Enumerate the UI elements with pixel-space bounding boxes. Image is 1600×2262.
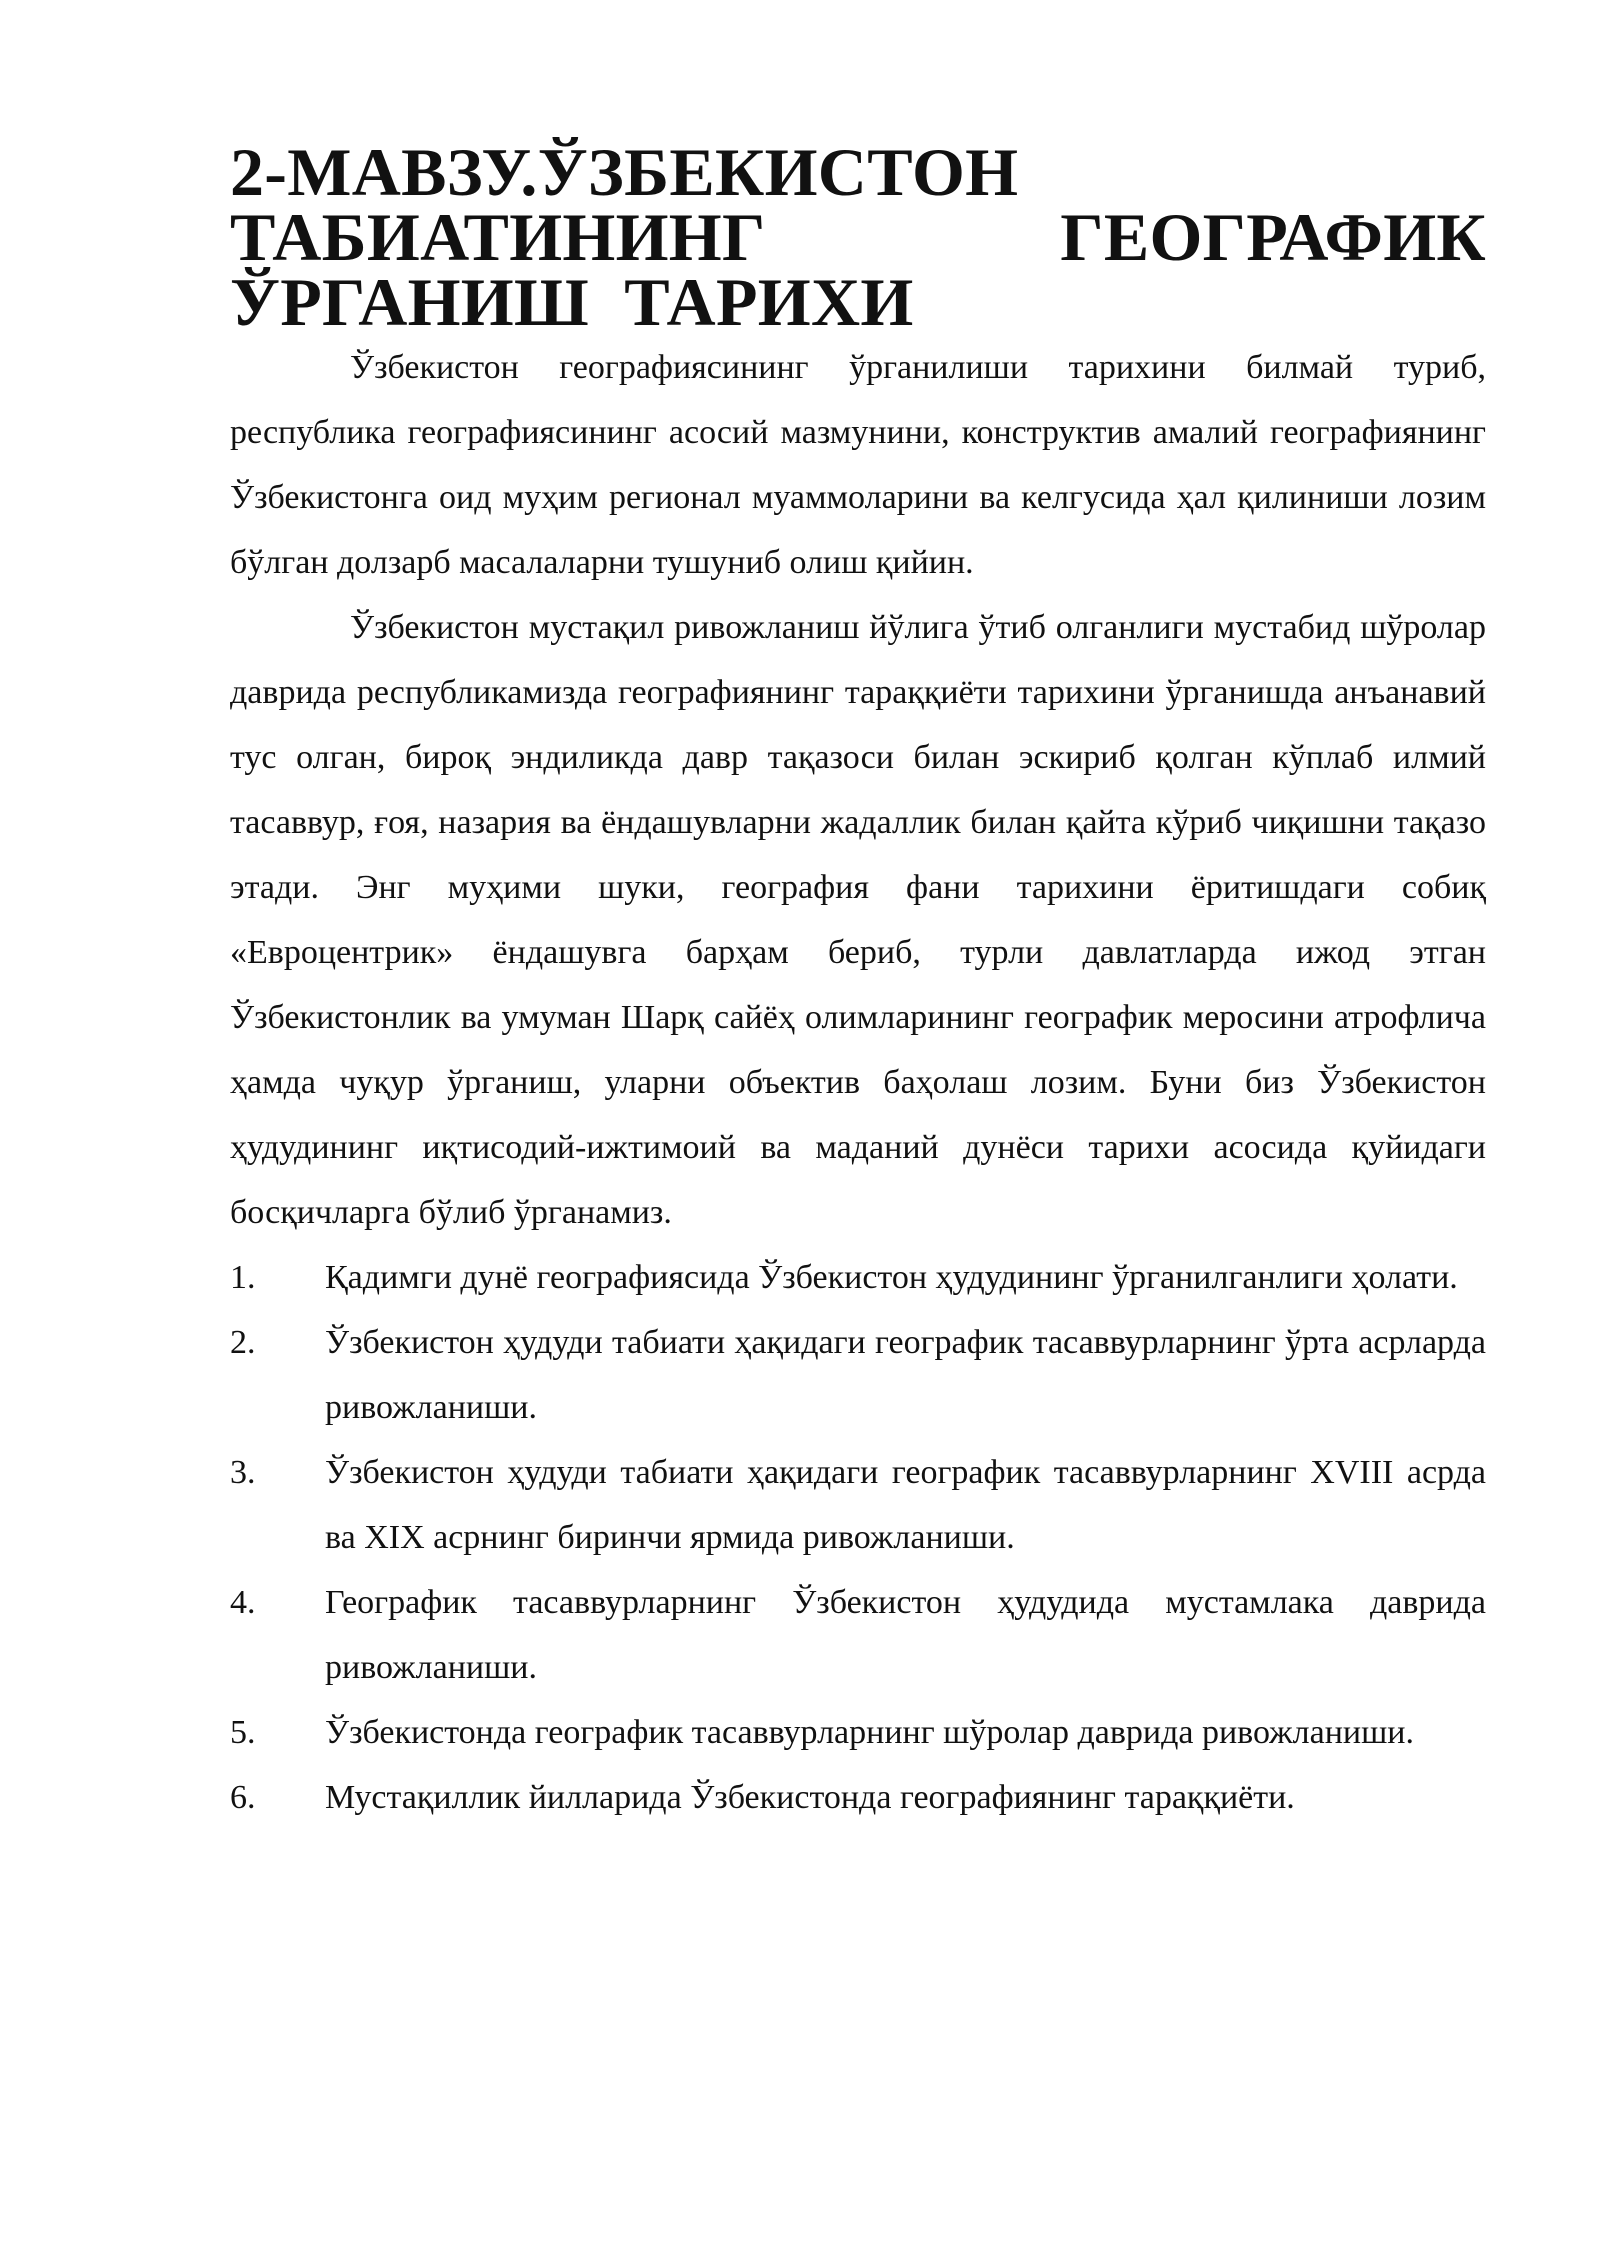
list-item-number: 2. (230, 1324, 256, 1361)
list-item (230, 1570, 1486, 1700)
stages-list (230, 1245, 1486, 1830)
document-page (230, 134, 1486, 1830)
list-item (230, 1245, 1486, 1310)
list-item-number: 4. (230, 1584, 256, 1621)
list-item-text: Мустақиллик йилларида Ўзбекистонда географиянинг тараққиёти. (325, 1779, 1295, 1816)
list-item-number: 1. (230, 1259, 256, 1296)
list-item-number: 5. (230, 1714, 256, 1751)
list-item-text: Ўзбекистонда географик тасаввурларнинг шўролар даврида ривожланиши. (325, 1714, 1414, 1751)
list-item-number: 3. (230, 1454, 256, 1491)
list-item (230, 1765, 1486, 1830)
list-item-text: Ўзбекистон ҳудуди табиати ҳақидаги географик тасаввурларнинг XVIII асрда ва XIX асрнинг биринчи ярмида ривожланиши. (325, 1454, 1486, 1556)
document-title: 2-МАВЗУ.ЎЗБЕКИСТОН ТАБИАТИНИНГ ГЕОГРАФИК ЎРГАНИШ ТАРИХИ (230, 134, 1486, 340)
list-item-text: Қадимги дунё географиясида Ўзбекистон ҳудудининг ўрганилганлиги ҳолати. (325, 1259, 1458, 1296)
list-item (230, 1310, 1486, 1440)
list-item-text: Ўзбекистон ҳудуди табиати ҳақидаги географик тасаввурларнинг ўрта асрларда ривожланиши. (325, 1324, 1486, 1426)
list-item-text: Географик тасаввурларнинг Ўзбекистон ҳудудида мустамлака даврида ривожланиши. (325, 1584, 1486, 1686)
list-item (230, 1700, 1486, 1765)
list-item (230, 1440, 1486, 1570)
paragraph-main: Ўзбекистон мустақил ривожланиш йўлига ўтиб олганлиги мустабид шўролар даврида республикамизда географиянинг тараққиёти тарихини ўрганишда анъанавий тус олган, бироқ эндиликда давр тақазоси билан эскириб қолган кўплаб илмий тасаввур, ғоя, назария ва ёндашувларни жадаллик билан қайта кўриб чиқишни тақазо этади. Энг муҳими шуки, география фани тарихини ёритишдаги собиқ «Евроцентрик» ёндашувга барҳам бериб, турли давлатларда ижод этган Ўзбекистонлик ва умуман Шарқ сайёҳ олимларининг географик меросини атрофлича ҳамда чуқур ўрганиш, уларни объектив баҳолаш лозим. Буни биз Ўзбекистон ҳудудининг иқтисодий-ижтимоий ва маданий дунёси тарихи асосида қуйидаги босқичларга бўлиб ўрганамиз. (230, 609, 1486, 1231)
list-item-number: 6. (230, 1779, 256, 1816)
paragraph-intro: Ўзбекистон географиясининг ўрганилиши тарихини билмай туриб, республика географиясининг асосий мазмунини, конструктив амалий географиянинг Ўзбекистонга оид муҳим регионал муаммоларини ва келгусида ҳал қилиниши лозим бўлган долзарб масалаларни тушуниб олиш қийин. (230, 349, 1486, 581)
